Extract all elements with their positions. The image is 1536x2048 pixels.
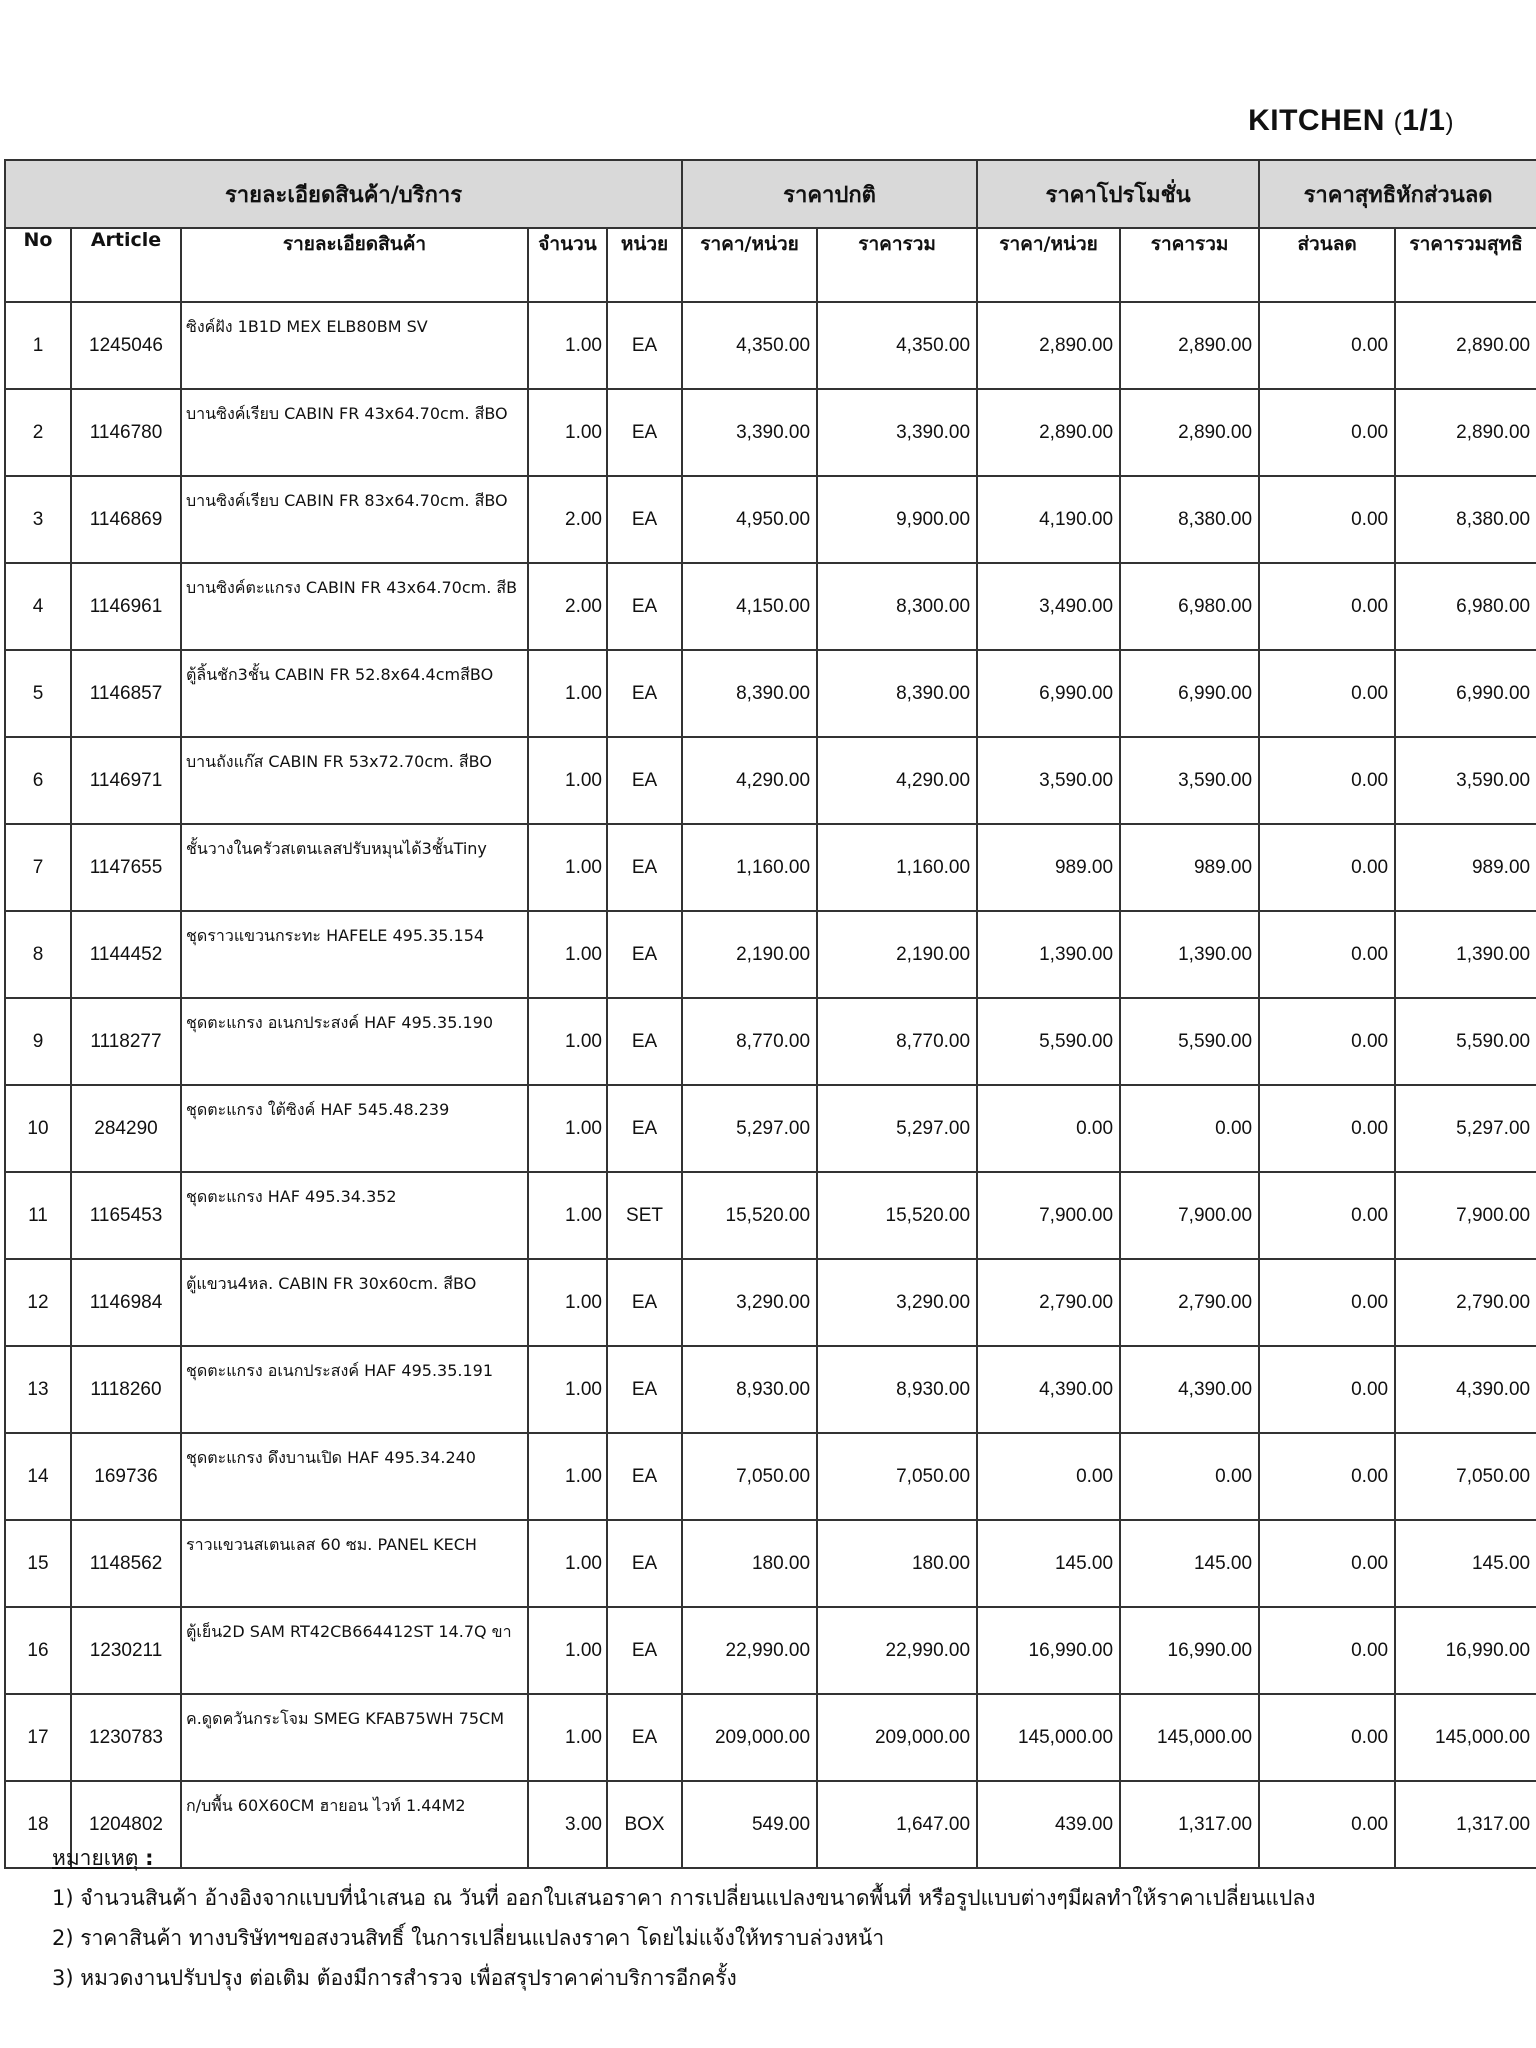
row-description: ชุดตะแกรง HAF 495.34.352 (181, 1172, 528, 1259)
row-no: 4 (5, 563, 71, 650)
row-qty: 1.00 (528, 1433, 607, 1520)
col-header-normal-total: ราคารวม (817, 228, 977, 302)
row-promo-unit-price: 2,890.00 (977, 389, 1120, 476)
row-no: 1 (5, 302, 71, 389)
row-net-total: 145,000.00 (1395, 1694, 1536, 1781)
row-normal-total: 8,930.00 (817, 1346, 977, 1433)
row-normal-unit-price: 4,150.00 (682, 563, 817, 650)
row-discount: 0.00 (1259, 1346, 1395, 1433)
row-description: บานซิงค์เรียบ CABIN FR 83x64.70cm. สีBO (181, 476, 528, 563)
row-normal-total: 1,647.00 (817, 1781, 977, 1868)
row-promo-total: 16,990.00 (1120, 1607, 1259, 1694)
row-unit: EA (607, 998, 682, 1085)
row-unit: EA (607, 389, 682, 476)
row-description: ตู้เย็น2D SAM RT42CB664412ST 14.7Q ขา (181, 1607, 528, 1694)
page-title (1248, 104, 1454, 138)
row-promo-unit-price: 2,790.00 (977, 1259, 1120, 1346)
col-header-no: No (5, 228, 71, 302)
row-normal-unit-price: 1,160.00 (682, 824, 817, 911)
row-promo-total: 2,790.00 (1120, 1259, 1259, 1346)
row-description: ชั้นวางในครัวสเตนเลสปรับหมุนได้3ชั้นTiny (181, 824, 528, 911)
row-description: ซิงค์ฝัง 1B1D MEX ELB80BM SV (181, 302, 528, 389)
row-description: ราวแขวนสเตนเลส 60 ซม. PANEL KECH (181, 1520, 528, 1607)
table-row (5, 1259, 1536, 1346)
col-header-normal-unit-price: ราคา/หน่วย (682, 228, 817, 302)
row-article: 1147655 (71, 824, 181, 911)
table-row (5, 1346, 1536, 1433)
row-discount: 0.00 (1259, 1085, 1395, 1172)
row-article: 1148562 (71, 1520, 181, 1607)
row-qty: 1.00 (528, 1346, 607, 1433)
row-qty: 2.00 (528, 476, 607, 563)
row-promo-unit-price: 2,890.00 (977, 302, 1120, 389)
row-unit: EA (607, 476, 682, 563)
row-promo-total: 0.00 (1120, 1433, 1259, 1520)
row-qty: 1.00 (528, 1259, 607, 1346)
row-promo-unit-price: 16,990.00 (977, 1607, 1120, 1694)
row-normal-total: 209,000.00 (817, 1694, 977, 1781)
row-net-total: 6,990.00 (1395, 650, 1536, 737)
row-article: 1146857 (71, 650, 181, 737)
row-promo-total: 2,890.00 (1120, 302, 1259, 389)
row-normal-total: 180.00 (817, 1520, 977, 1607)
row-qty: 1.00 (528, 1085, 607, 1172)
table-row (5, 824, 1536, 911)
row-discount: 0.00 (1259, 998, 1395, 1085)
table-row (5, 1520, 1536, 1607)
row-normal-total: 15,520.00 (817, 1172, 977, 1259)
table-row (5, 1607, 1536, 1694)
col-header-promo-unit-price: ราคา/หน่วย (977, 228, 1120, 302)
row-net-total: 16,990.00 (1395, 1607, 1536, 1694)
row-unit: EA (607, 302, 682, 389)
row-qty: 1.00 (528, 824, 607, 911)
row-unit: EA (607, 1085, 682, 1172)
row-qty: 1.00 (528, 389, 607, 476)
page-number: 1/1 (1402, 104, 1446, 137)
table-row (5, 302, 1536, 389)
row-normal-unit-price: 22,990.00 (682, 1607, 817, 1694)
notes-title: หมายเหตุ (52, 1846, 139, 1870)
table-row (5, 563, 1536, 650)
row-discount: 0.00 (1259, 302, 1395, 389)
row-normal-total: 3,390.00 (817, 389, 977, 476)
row-no: 10 (5, 1085, 71, 1172)
row-normal-unit-price: 4,290.00 (682, 737, 817, 824)
row-promo-unit-price: 0.00 (977, 1433, 1120, 1520)
row-qty: 2.00 (528, 563, 607, 650)
row-net-total: 5,590.00 (1395, 998, 1536, 1085)
table-row (5, 389, 1536, 476)
row-discount: 0.00 (1259, 650, 1395, 737)
row-normal-total: 22,990.00 (817, 1607, 977, 1694)
row-normal-total: 9,900.00 (817, 476, 977, 563)
row-unit: EA (607, 911, 682, 998)
row-no: 8 (5, 911, 71, 998)
group-header-normal-price: ราคาปกติ (682, 160, 977, 228)
row-article: 1245046 (71, 302, 181, 389)
row-normal-total: 8,300.00 (817, 563, 977, 650)
row-net-total: 3,590.00 (1395, 737, 1536, 824)
row-discount: 0.00 (1259, 824, 1395, 911)
row-no: 3 (5, 476, 71, 563)
row-normal-unit-price: 8,390.00 (682, 650, 817, 737)
row-unit: EA (607, 1346, 682, 1433)
row-normal-unit-price: 549.00 (682, 1781, 817, 1868)
row-unit: SET (607, 1172, 682, 1259)
row-normal-total: 4,350.00 (817, 302, 977, 389)
row-unit: EA (607, 1694, 682, 1781)
row-no: 18 (5, 1781, 71, 1868)
row-unit: EA (607, 1520, 682, 1607)
table-row (5, 1172, 1536, 1259)
row-normal-unit-price: 3,290.00 (682, 1259, 817, 1346)
row-unit: BOX (607, 1781, 682, 1868)
row-description: ตู้ลิ้นชัก3ชั้น CABIN FR 52.8x64.4cmสีBO (181, 650, 528, 737)
row-qty: 1.00 (528, 737, 607, 824)
note-item: 1) จำนวนสินค้า อ้างอิงจากแบบที่นำเสนอ ณ วันที่ ออกใบเสนอราคา การเปลี่ยนแปลงขนาดพื้นที่ หรือรูปแบบต่างๆมีผลทำให้ราคาเปลี่ยนแปลง (52, 1886, 1316, 1910)
page-number-close-paren: ) (1445, 109, 1454, 136)
row-normal-total: 4,290.00 (817, 737, 977, 824)
row-normal-total: 8,390.00 (817, 650, 977, 737)
row-discount: 0.00 (1259, 1433, 1395, 1520)
row-qty: 1.00 (528, 1607, 607, 1694)
row-unit: EA (607, 563, 682, 650)
row-description: ค.ดูดควันกระโจม SMEG KFAB75WH 75CM (181, 1694, 528, 1781)
group-header-details: รายละเอียดสินค้า/บริการ (5, 160, 682, 228)
row-qty: 1.00 (528, 650, 607, 737)
table-row (5, 476, 1536, 563)
row-unit: EA (607, 1607, 682, 1694)
row-net-total: 1,390.00 (1395, 911, 1536, 998)
table-row (5, 998, 1536, 1085)
row-normal-total: 8,770.00 (817, 998, 977, 1085)
row-qty: 1.00 (528, 1694, 607, 1781)
row-net-total: 145.00 (1395, 1520, 1536, 1607)
row-qty: 1.00 (528, 1172, 607, 1259)
row-description: ชุดตะแกรง ใต้ซิงค์ HAF 545.48.239 (181, 1085, 528, 1172)
row-promo-unit-price: 439.00 (977, 1781, 1120, 1868)
row-article: 1118260 (71, 1346, 181, 1433)
row-promo-total: 1,317.00 (1120, 1781, 1259, 1868)
note-item: 2) ราคาสินค้า ทางบริษัทฯขอสงวนสิทธิ์ ในการเปลี่ยนแปลงราคา โดยไม่แจ้งให้ทราบล่วงหน้า (52, 1926, 885, 1950)
row-qty: 1.00 (528, 911, 607, 998)
row-description: ก/บพื้น 60X60CM ฮายอน ไวท์ 1.44M2 (181, 1781, 528, 1868)
row-no: 5 (5, 650, 71, 737)
row-promo-unit-price: 989.00 (977, 824, 1120, 911)
row-normal-unit-price: 4,950.00 (682, 476, 817, 563)
row-discount: 0.00 (1259, 1607, 1395, 1694)
row-discount: 0.00 (1259, 1172, 1395, 1259)
row-qty: 1.00 (528, 1520, 607, 1607)
row-article: 1146961 (71, 563, 181, 650)
row-net-total: 2,890.00 (1395, 302, 1536, 389)
row-promo-unit-price: 145.00 (977, 1520, 1120, 1607)
row-promo-unit-price: 4,390.00 (977, 1346, 1120, 1433)
row-description: ชุดตะแกรง อเนกประสงค์ HAF 495.35.190 (181, 998, 528, 1085)
row-normal-total: 3,290.00 (817, 1259, 977, 1346)
row-discount: 0.00 (1259, 737, 1395, 824)
row-unit: EA (607, 824, 682, 911)
row-normal-unit-price: 3,390.00 (682, 389, 817, 476)
row-promo-total: 1,390.00 (1120, 911, 1259, 998)
row-description: ตู้แขวน4หล. CABIN FR 30x60cm. สีBO (181, 1259, 528, 1346)
row-discount: 0.00 (1259, 563, 1395, 650)
row-net-total: 7,900.00 (1395, 1172, 1536, 1259)
row-unit: EA (607, 737, 682, 824)
row-article: 1204802 (71, 1781, 181, 1868)
row-promo-unit-price: 7,900.00 (977, 1172, 1120, 1259)
row-promo-unit-price: 3,490.00 (977, 563, 1120, 650)
row-promo-total: 3,590.00 (1120, 737, 1259, 824)
row-discount: 0.00 (1259, 389, 1395, 476)
row-normal-unit-price: 15,520.00 (682, 1172, 817, 1259)
row-discount: 0.00 (1259, 1520, 1395, 1607)
row-unit: EA (607, 1433, 682, 1520)
row-promo-unit-price: 0.00 (977, 1085, 1120, 1172)
row-no: 11 (5, 1172, 71, 1259)
row-no: 15 (5, 1520, 71, 1607)
row-promo-total: 0.00 (1120, 1085, 1259, 1172)
row-promo-total: 6,980.00 (1120, 563, 1259, 650)
row-promo-unit-price: 5,590.00 (977, 998, 1120, 1085)
row-promo-total: 8,380.00 (1120, 476, 1259, 563)
notes-colon: : (145, 1846, 154, 1870)
table-row (5, 650, 1536, 737)
row-qty: 3.00 (528, 1781, 607, 1868)
row-no: 7 (5, 824, 71, 911)
title-text: KITCHEN (1248, 104, 1385, 137)
row-net-total: 7,050.00 (1395, 1433, 1536, 1520)
row-no: 14 (5, 1433, 71, 1520)
col-header-description: รายละเอียดสินค้า (181, 228, 528, 302)
row-article: 1146780 (71, 389, 181, 476)
row-promo-unit-price: 4,190.00 (977, 476, 1120, 563)
row-normal-unit-price: 180.00 (682, 1520, 817, 1607)
row-promo-total: 989.00 (1120, 824, 1259, 911)
row-promo-total: 145,000.00 (1120, 1694, 1259, 1781)
row-no: 13 (5, 1346, 71, 1433)
row-promo-total: 4,390.00 (1120, 1346, 1259, 1433)
column-header-row (5, 228, 1536, 302)
row-normal-total: 7,050.00 (817, 1433, 977, 1520)
row-net-total: 1,317.00 (1395, 1781, 1536, 1868)
row-discount: 0.00 (1259, 1259, 1395, 1346)
quotation-table (4, 159, 1536, 1869)
row-no: 6 (5, 737, 71, 824)
row-net-total: 2,790.00 (1395, 1259, 1536, 1346)
row-normal-unit-price: 8,770.00 (682, 998, 817, 1085)
row-discount: 0.00 (1259, 1694, 1395, 1781)
row-normal-unit-price: 2,190.00 (682, 911, 817, 998)
row-normal-unit-price: 7,050.00 (682, 1433, 817, 1520)
row-description: บานถังแก๊ส CABIN FR 53x72.70cm. สีBO (181, 737, 528, 824)
row-net-total: 2,890.00 (1395, 389, 1536, 476)
row-description: ชุดราวแขวนกระทะ HAFELE 495.35.154 (181, 911, 528, 998)
row-description: ชุดตะแกรง ดึงบานเปิด HAF 495.34.240 (181, 1433, 528, 1520)
table-row (5, 1694, 1536, 1781)
page-number-open-paren: ( (1393, 109, 1403, 136)
row-no: 17 (5, 1694, 71, 1781)
note-item: 3) หมวดงานปรับปรุง ต่อเติม ต้องมีการสำรวจ เพื่อสรุปราคาค่าบริการอีกครั้ง (52, 1966, 737, 1990)
row-discount: 0.00 (1259, 911, 1395, 998)
row-no: 9 (5, 998, 71, 1085)
row-normal-unit-price: 5,297.00 (682, 1085, 817, 1172)
row-net-total: 989.00 (1395, 824, 1536, 911)
row-normal-total: 2,190.00 (817, 911, 977, 998)
row-normal-unit-price: 209,000.00 (682, 1694, 817, 1781)
notes-heading (52, 1838, 1315, 1878)
group-header-net-price: ราคาสุทธิหักส่วนลด (1259, 160, 1536, 228)
col-header-net-total: ราคารวมสุทธิ (1395, 228, 1536, 302)
row-discount: 0.00 (1259, 1781, 1395, 1868)
row-normal-unit-price: 4,350.00 (682, 302, 817, 389)
table-row (5, 911, 1536, 998)
row-net-total: 8,380.00 (1395, 476, 1536, 563)
row-promo-unit-price: 145,000.00 (977, 1694, 1120, 1781)
group-header-promo-price: ราคาโปรโมชั่น (977, 160, 1259, 228)
col-header-unit: หน่วย (607, 228, 682, 302)
row-article: 169736 (71, 1433, 181, 1520)
row-promo-unit-price: 6,990.00 (977, 650, 1120, 737)
row-unit: EA (607, 650, 682, 737)
row-net-total: 4,390.00 (1395, 1346, 1536, 1433)
row-no: 2 (5, 389, 71, 476)
row-article: 1146984 (71, 1259, 181, 1346)
row-net-total: 6,980.00 (1395, 563, 1536, 650)
row-promo-total: 145.00 (1120, 1520, 1259, 1607)
row-article: 1146971 (71, 737, 181, 824)
row-discount: 0.00 (1259, 476, 1395, 563)
row-promo-total: 7,900.00 (1120, 1172, 1259, 1259)
table-row (5, 1085, 1536, 1172)
col-header-qty: จำนวน (528, 228, 607, 302)
row-description: บานซิงค์ตะแกรง CABIN FR 43x64.70cm. สีB (181, 563, 528, 650)
row-article: 1146869 (71, 476, 181, 563)
row-article: 1165453 (71, 1172, 181, 1259)
row-article: 284290 (71, 1085, 181, 1172)
notes-section (52, 1838, 1315, 1998)
col-header-article: Article (71, 228, 181, 302)
row-normal-total: 5,297.00 (817, 1085, 977, 1172)
row-promo-unit-price: 3,590.00 (977, 737, 1120, 824)
row-article: 1144452 (71, 911, 181, 998)
row-promo-unit-price: 1,390.00 (977, 911, 1120, 998)
row-promo-total: 5,590.00 (1120, 998, 1259, 1085)
col-header-promo-total: ราคารวม (1120, 228, 1259, 302)
row-no: 12 (5, 1259, 71, 1346)
row-description: ชุดตะแกรง อเนกประสงค์ HAF 495.35.191 (181, 1346, 528, 1433)
row-no: 16 (5, 1607, 71, 1694)
row-promo-total: 6,990.00 (1120, 650, 1259, 737)
row-description: บานซิงค์เรียบ CABIN FR 43x64.70cm. สีBO (181, 389, 528, 476)
row-normal-unit-price: 8,930.00 (682, 1346, 817, 1433)
row-promo-total: 2,890.00 (1120, 389, 1259, 476)
row-article: 1118277 (71, 998, 181, 1085)
col-header-discount: ส่วนลด (1259, 228, 1395, 302)
row-qty: 1.00 (528, 302, 607, 389)
row-article: 1230783 (71, 1694, 181, 1781)
table-body (5, 302, 1536, 1868)
group-header-row (5, 160, 1536, 228)
row-normal-total: 1,160.00 (817, 824, 977, 911)
row-qty: 1.00 (528, 998, 607, 1085)
table-row (5, 1433, 1536, 1520)
table-row (5, 737, 1536, 824)
row-article: 1230211 (71, 1607, 181, 1694)
row-unit: EA (607, 1259, 682, 1346)
row-net-total: 5,297.00 (1395, 1085, 1536, 1172)
